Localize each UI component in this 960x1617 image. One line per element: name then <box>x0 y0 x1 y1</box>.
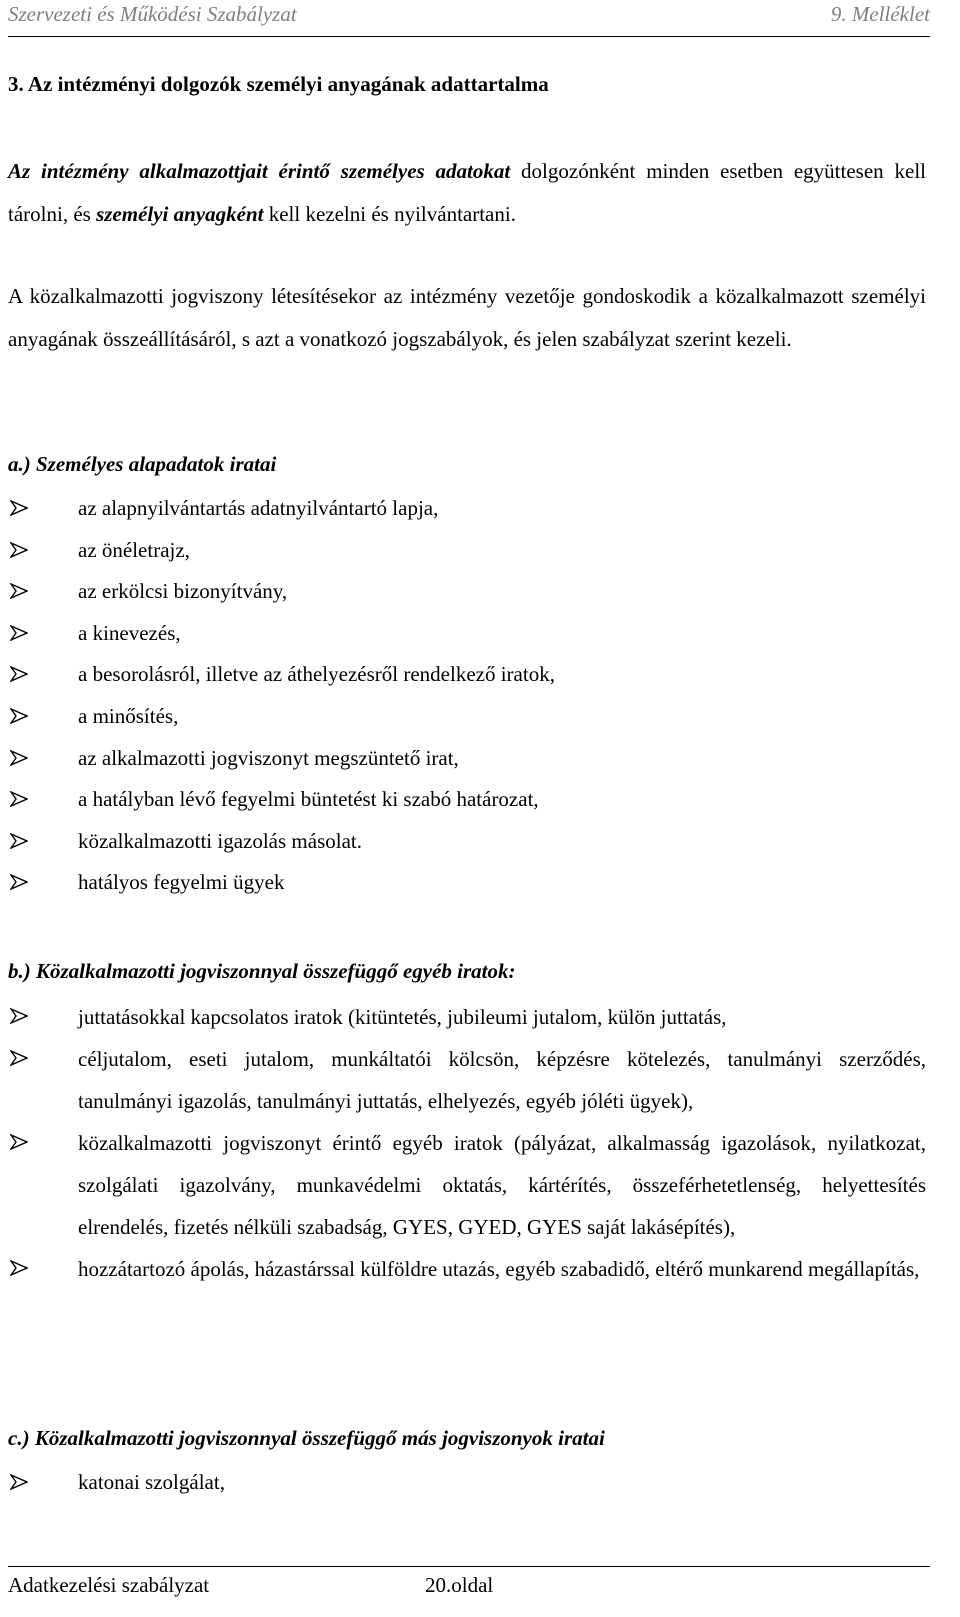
responsibility-paragraph: A közalkalmazotti jogviszony létesítésekor az intézmény vezetője gondoskodik a közalkalmazott személyi anyagának összeállításáról, s azt a vonatkozó jogszabályok, és jelen szabályzat szerint kezeli. <box>8 284 926 351</box>
arrowhead-bullet-icon <box>10 625 28 641</box>
list-item <box>8 696 926 738</box>
list-item <box>8 1248 926 1290</box>
list-item-text: a kinevezés, <box>78 620 181 645</box>
list-item <box>8 571 926 613</box>
page-footer <box>8 1566 930 1597</box>
list-item <box>8 613 926 655</box>
list-item <box>8 1462 926 1504</box>
list-item-text: juttatásokkal kapcsolatos iratok (kitüntetés, jubileumi jutalom, külön juttatás, <box>78 1005 727 1029</box>
footer-page-number: 20.oldal <box>425 1573 494 1597</box>
intro-paragraph <box>8 150 926 236</box>
list-item <box>8 654 926 696</box>
list-item-text: közalkalmazotti jogviszonyt érintő egyéb iratok (pályázat, alkalmasság igazolások, nyilatkozat, szolgálati igazolvány, munkavédelmi oktatás, kártérítés, összeférhetetlenség, helyettesítés elrendelés, fizetés nélküli szabadság, GYES, GYED, GYES saját lakásépítés), <box>78 1131 926 1239</box>
section-c-list <box>8 1462 926 1504</box>
arrowhead-bullet-icon <box>10 708 28 724</box>
list-item <box>8 1122 926 1248</box>
header-appendix-label: 9. Melléklet <box>830 2 930 26</box>
list-item <box>8 1038 926 1122</box>
arrowhead-bullet-icon <box>10 542 28 558</box>
list-item <box>8 488 926 530</box>
section-b-heading: b.) Közalkalmazotti jogviszonnyal összefüggő egyéb iratok: <box>8 959 516 983</box>
arrowhead-bullet-icon <box>10 833 28 849</box>
arrowhead-bullet-icon <box>10 1050 28 1066</box>
list-item <box>8 821 926 863</box>
list-item-text: a hatályban lévő fegyelmi büntetést ki szabó határozat, <box>78 787 539 812</box>
arrowhead-bullet-icon <box>10 791 28 807</box>
list-item <box>8 530 926 572</box>
header-document-title: Szervezeti és Működési Szabályzat <box>8 2 297 26</box>
arrowhead-bullet-icon <box>10 583 28 599</box>
section-title: 3. Az intézményi dolgozók személyi anyagának adattartalma <box>8 72 549 96</box>
intro-text-1: dolgozónként minden esetben együttesen kell tárolni, és <box>8 159 926 226</box>
list-item-text: a besorolásról, illetve az áthelyezésről rendelkező iratok, <box>78 662 555 687</box>
page-header <box>8 0 930 37</box>
section-a-list <box>8 488 926 904</box>
list-item-text: az erkölcsi bizonyítvány, <box>78 579 288 604</box>
arrowhead-bullet-icon <box>10 750 28 766</box>
list-item <box>8 738 926 780</box>
arrowhead-bullet-icon <box>10 1260 28 1276</box>
intro-emphasis-personal-data: Az intézmény alkalmazottjait érintő személyes adatokat <box>8 159 511 183</box>
section-a-heading: a.) Személyes alapadatok iratai <box>8 452 277 476</box>
list-item <box>8 862 926 904</box>
list-item-text: az önéletrajz, <box>78 537 190 562</box>
arrowhead-bullet-icon <box>10 500 28 516</box>
list-item <box>8 996 926 1038</box>
arrowhead-bullet-icon <box>10 666 28 682</box>
list-item-text: hatályos fegyelmi ügyek <box>78 870 285 895</box>
list-item-text: az alkalmazotti jogviszonyt megszüntető irat, <box>78 745 459 770</box>
intro-text-2: kell kezelni és nyilvántartani. <box>263 202 516 226</box>
list-item-text: hozzátartozó ápolás, házastárssal külföldre utazás, egyéb szabadidő, eltérő munkarend megállapítás, <box>78 1257 920 1281</box>
arrowhead-bullet-icon <box>10 1008 28 1024</box>
footer-document-name: Adatkezelési szabályzat <box>8 1573 210 1597</box>
intro-emphasis-personal-file: személyi anyagként <box>96 202 264 226</box>
arrowhead-bullet-icon <box>10 874 28 890</box>
list-item-text: katonai szolgálat, <box>78 1470 225 1494</box>
list-item <box>8 779 926 821</box>
list-item-text: céljutalom, eseti jutalom, munkáltatói kölcsön, képzésre kötelezés, tanulmányi szerződés, tanulmányi igazolás, tanulmányi juttatás, elhelyezés, egyéb jóléti ügyek), <box>78 1047 926 1113</box>
arrowhead-bullet-icon <box>10 1134 28 1150</box>
list-item-text: az alapnyilvántartás adatnyilvántartó lapja, <box>78 496 439 520</box>
section-c-heading: c.) Közalkalmazotti jogviszonnyal összefüggő más jogviszonyok iratai <box>8 1426 605 1450</box>
section-b-list <box>8 996 926 1290</box>
list-item-text: közalkalmazotti igazolás másolat. <box>78 828 362 853</box>
list-item-text: a minősítés, <box>78 703 179 728</box>
arrowhead-bullet-icon <box>10 1474 28 1490</box>
